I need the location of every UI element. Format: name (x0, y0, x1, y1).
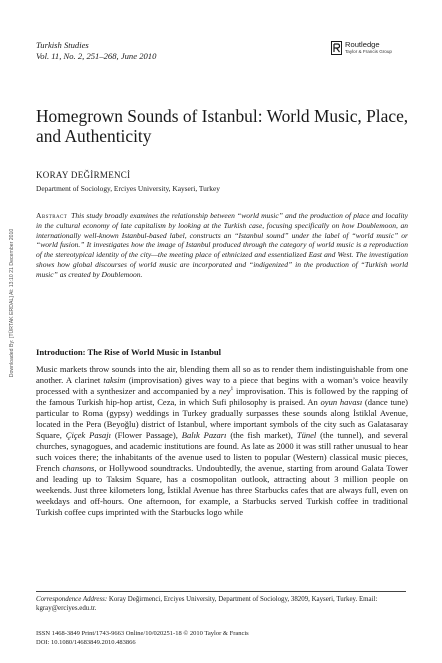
body-text-run: (the fish market), (226, 430, 297, 440)
publisher-name: Routledge (345, 40, 380, 49)
download-stamp: Downloaded By: [TÜRTAK ERDAL] At: 13:10 21 December 2010 (9, 228, 15, 378)
body-text-run: (the tunnel), and several churches, synagogues, and academic institutions are found. As late as 2000 it was still rather unusual to hear such voices there; the inhabitants of the avenue used to listen to popular (Western) classical music pieces, French (36, 430, 408, 473)
journal-issue: Vol. 11, No. 2, 251–268, June 2010 (36, 51, 157, 61)
journal-name: Turkish Studies (36, 40, 89, 50)
doi-line[interactable]: DOI: 10.1080/14683849.2010.483866 (36, 638, 136, 646)
body-text-run: (dance tune) particular to Roma (gypsy) weddings in Turkey gradually surpasses these sounds along İstiklal Avenue, located in the Pera (Beyoğlu) district of Istanbul, where important symbols of the city such as Galatasaray Square, (36, 397, 408, 440)
body-text-run: (improvisation) gives way to a piece that begins with a woman’s voice heavily processed with a synthesizer and accompanied by a (36, 375, 408, 396)
article-title: Homegrown Sounds of Istanbul: World Music, Place, and Authenticity (36, 106, 409, 146)
correspondence-label: Correspondence Address: (36, 596, 108, 603)
publisher-logo (331, 41, 392, 55)
correspondence-address (36, 595, 408, 613)
body-text-run: (Flower Passage), (110, 430, 182, 440)
body-term: taksim (103, 375, 126, 385)
body-term: Çiçek Pasajı (65, 430, 111, 440)
author-affiliation: Department of Sociology, Erciyes University, Kayseri, Turkey (36, 184, 220, 193)
publisher-group: Taylor & Francis Group (345, 49, 392, 54)
abstract-text: This study broadly examines the relationship between “world music” and the production of place and locality in the cultural economy of late capitalism by looking at the Turkish case, focusing specifically on how Doublemoon, an internationally well-known Istanbul-based label, constructs an “Istanbul sound” under the label of “world music” or “world fusion.” It investigates how the image of Istanbul produced through the category of world music is a reproduction of the stereotypical identity of the city—the meeting place of ethnicized and essentialized East and West. The investigation shows how global discourses of world music are incorporated and “indigenized” in the production of “Turkish world music” as created by Doublemoon. (36, 211, 408, 279)
abstract (36, 211, 408, 280)
footnote-divider (36, 591, 406, 592)
journal-header (36, 40, 156, 62)
body-term: chansons (62, 463, 95, 473)
page-footer (36, 630, 249, 647)
body-text-run: Music markets throw sounds into the air, blending them all so as to render them indistinguishable from one another. A clarinet (36, 364, 408, 385)
body-text-run: improvisation. This is followed by the rapping of the famous Turkish hip-hop artist, Ceza, in which Sufi philosophy is praised. An (36, 386, 408, 407)
body-term: Tünel (296, 430, 317, 440)
issn-line: ISSN 1468-3849 Print/1743-9663 Online/10/020251-18 © 2010 Taylor & Francis (36, 630, 249, 637)
section-heading: Introduction: The Rise of World Music in Istanbul (36, 347, 222, 357)
body-term: ney (218, 386, 231, 396)
body-term: oyun havası (320, 397, 363, 407)
body-term: Balık Pazarı (181, 430, 227, 440)
author-name: KORAY DEĞİRMENCİ (36, 170, 131, 180)
routledge-logo-icon (331, 41, 342, 55)
footnote-marker[interactable]: 1 (230, 386, 234, 393)
body-paragraph (36, 364, 408, 518)
correspondence-text: Koray Değirmenci, Erciyes University, Department of Sociology, 38209, Kayseri, Turkey. Email: kgray@erciyes.edu.tr. (36, 596, 378, 612)
abstract-label: Abstract (36, 211, 68, 220)
body-text-run: , or Hollywood soundtracks. Undoubtedly, the avenue, starting from around Galata Tower and leading up to Taksim Square, has a cosmopolitan outlook, attracting about 3 million people on weekends. Just three kilometers long, İstiklal Avenue has three Starbucks cafes that are always full, even on weekdays and off-hours. One afternoon, for example, a Starbucks served Turkish coffee in traditional Turkish coffee cups imprinted with the Starbucks logo while (36, 463, 409, 517)
